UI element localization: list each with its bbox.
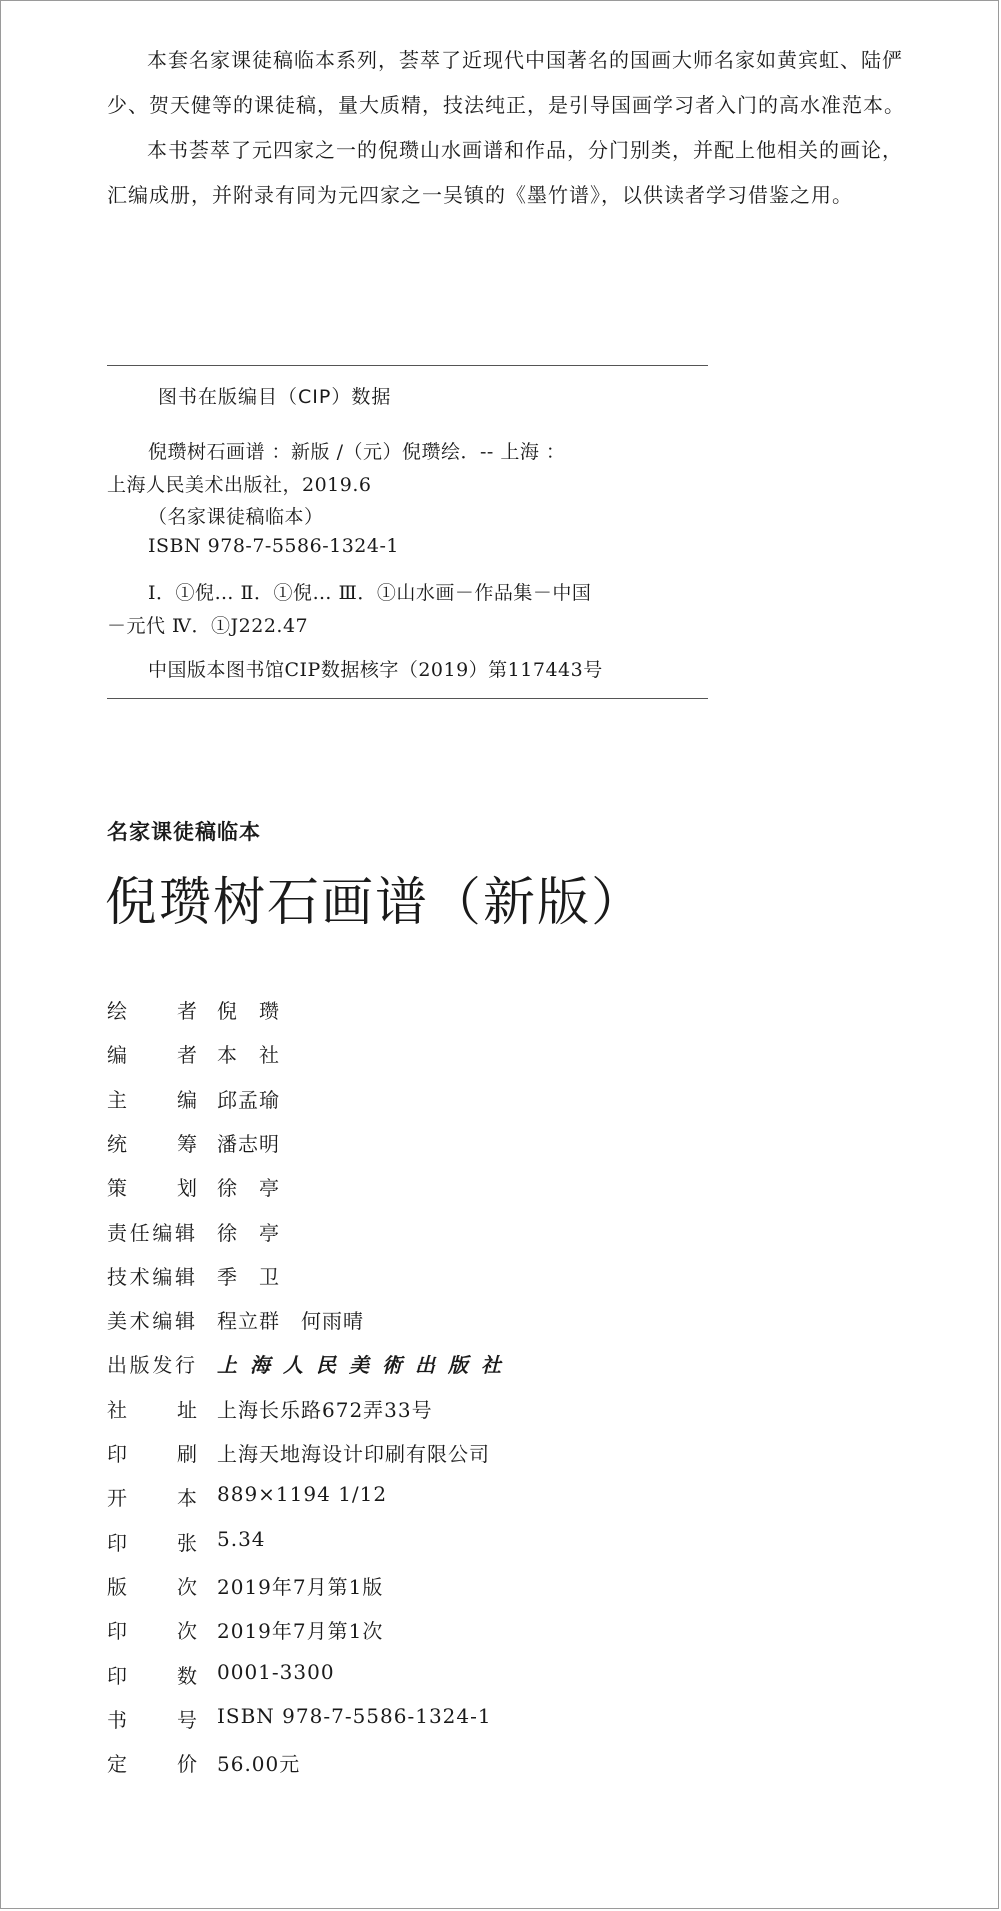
credit-label: [107, 1438, 197, 1467]
credit-label-char: 址: [177, 1397, 197, 1422]
credit-label-char: 者: [177, 1043, 197, 1068]
credit-label: [107, 1039, 197, 1068]
credit-label-char: 张: [177, 1530, 197, 1555]
cip-top-rule: [107, 365, 708, 366]
credit-label-char: 价: [177, 1752, 197, 1777]
credit-label-char: 主: [107, 1087, 127, 1112]
credit-label-char: 编: [107, 1043, 127, 1068]
credit-label-char: 版: [107, 1574, 127, 1599]
credit-label: [107, 1571, 197, 1600]
credit-label-char: 社: [107, 1397, 127, 1422]
credit-label-char: 号: [177, 1707, 197, 1732]
credit-label-char: 辑: [174, 1309, 195, 1334]
credit-label-char: 筹: [177, 1131, 197, 1156]
credit-value: 上海天地海设计印刷有限公司: [217, 1442, 490, 1466]
cip-line: 上海人民美术出版社，2019.6: [107, 474, 372, 496]
series-label: 名家课徒稿临本: [107, 820, 261, 844]
cip-line: 中国版本图书馆CIP数据核字（2019）第117443号: [148, 659, 603, 681]
credit-value: 潘志明: [217, 1131, 280, 1156]
credit-label-char: 统: [107, 1131, 127, 1156]
publisher-calligraphy: 上海人民美術出版社: [217, 1353, 514, 1378]
credit-label: [107, 995, 197, 1024]
credit-label-char: 版: [129, 1353, 150, 1378]
cip-line: Ⅰ．①倪… Ⅱ．①倪… Ⅲ．①山水画－作品集－中国: [148, 582, 592, 604]
credit-label: [107, 1172, 197, 1201]
credit-label-char: 技: [107, 1264, 127, 1289]
credit-label-char: 出: [107, 1353, 127, 1378]
credit-label-char: 次: [177, 1619, 197, 1644]
credit-value: 2019年7月第1版: [217, 1574, 384, 1599]
credit-label-char: 印: [107, 1663, 127, 1688]
credit-label-char: 本: [177, 1486, 197, 1511]
credit-label-char: 任: [129, 1220, 150, 1245]
cip-line: －元代 Ⅳ．①J222.47: [107, 615, 309, 637]
credit-label: [107, 1748, 197, 1777]
book-title: 倪瓒树石画谱（新版）: [105, 873, 646, 933]
credit-label: [107, 1084, 197, 1113]
credit-label-char: 书: [107, 1707, 127, 1732]
credit-label-char: 绘: [107, 999, 127, 1023]
credit-label-char: 印: [107, 1442, 127, 1466]
credit-label-char: 划: [177, 1176, 197, 1201]
credit-label: [107, 1349, 195, 1378]
credit-value: 邱孟瑜: [217, 1087, 280, 1112]
credit-label: [107, 1305, 195, 1334]
credit-label-char: 印: [107, 1619, 127, 1644]
credit-label-char: 开: [107, 1486, 127, 1511]
credit-label-char: 刷: [177, 1442, 197, 1466]
credit-label-char: 者: [177, 999, 197, 1023]
credit-value: 倪 瓒: [217, 999, 280, 1023]
credit-label-char: 编: [152, 1220, 173, 1245]
credit-label-char: 策: [107, 1176, 127, 1201]
credit-label: [107, 1615, 197, 1644]
credit-value: 0001-3300: [217, 1659, 335, 1684]
credit-value: 徐 亭: [217, 1220, 280, 1245]
credit-label: [107, 1482, 197, 1511]
credit-label-char: 术: [129, 1309, 150, 1334]
intro-paragraph: 本套名家课徒稿临本系列，荟萃了近现代中国著名的国画大师名家如黄宾虹、陆俨少、贺天健等的课徒稿，量大质精，技法纯正，是引导国画学习者入门的高水准范本。: [107, 48, 905, 117]
credit-value: 徐 亭: [217, 1176, 280, 1201]
intro-paragraph: 本书荟萃了元四家之一的倪瓒山水画谱和作品，分门别类，并配上他相关的画论，汇编成册，并附录有同为元四家之一吴镇的《墨竹谱》，以供读者学习借鉴之用。: [107, 138, 903, 207]
credit-label-char: 印: [107, 1530, 127, 1555]
credit-value: 56.00元: [217, 1752, 301, 1777]
credit-label: [107, 1660, 197, 1689]
credit-label-char: 辑: [174, 1220, 195, 1245]
credit-label: [107, 1261, 195, 1290]
credit-label-char: 编: [152, 1309, 173, 1334]
credit-label-char: 美: [107, 1309, 127, 1334]
credit-value: ISBN 978-7-5586-1324-1: [217, 1703, 492, 1728]
credit-label-char: 编: [177, 1087, 197, 1112]
credit-label: [107, 1394, 197, 1423]
credit-value: 本 社: [217, 1043, 280, 1068]
credit-value: 季 卫: [217, 1264, 280, 1289]
cip-heading: 图书在版编目（CIP）数据: [158, 386, 392, 408]
credit-label-char: 发: [152, 1353, 173, 1378]
credit-value: 889×1194 1/12: [217, 1482, 388, 1507]
cip-line: （名家课徒稿临本）: [148, 506, 324, 528]
cip-line: ISBN 978-7-5586-1324-1: [148, 535, 399, 557]
credit-value: 程立群 何雨晴: [217, 1309, 364, 1334]
credit-value: 上海长乐路672弄33号: [217, 1397, 433, 1422]
credit-value: 2019年7月第1次: [217, 1619, 384, 1644]
credit-label-char: 辑: [174, 1264, 195, 1289]
intro-text: [107, 38, 907, 218]
credit-label-char: 数: [177, 1663, 197, 1688]
credit-label: [107, 1128, 197, 1157]
credit-value: 5.34: [217, 1526, 266, 1551]
cip-line: 倪瓒树石画谱 ：新版 /（元）倪瓒绘．-- 上海 ：: [148, 441, 566, 463]
credit-label: [107, 1217, 195, 1246]
credit-label: [107, 1527, 197, 1556]
credit-label-char: 责: [107, 1220, 127, 1245]
credit-label-char: 定: [107, 1752, 127, 1777]
credit-label-char: 次: [177, 1574, 197, 1599]
credit-label-char: 术: [129, 1264, 150, 1289]
credit-label: [107, 1704, 197, 1733]
credit-label-char: 行: [174, 1353, 195, 1378]
credit-label-char: 编: [152, 1264, 173, 1289]
cip-bottom-rule: [107, 698, 708, 699]
